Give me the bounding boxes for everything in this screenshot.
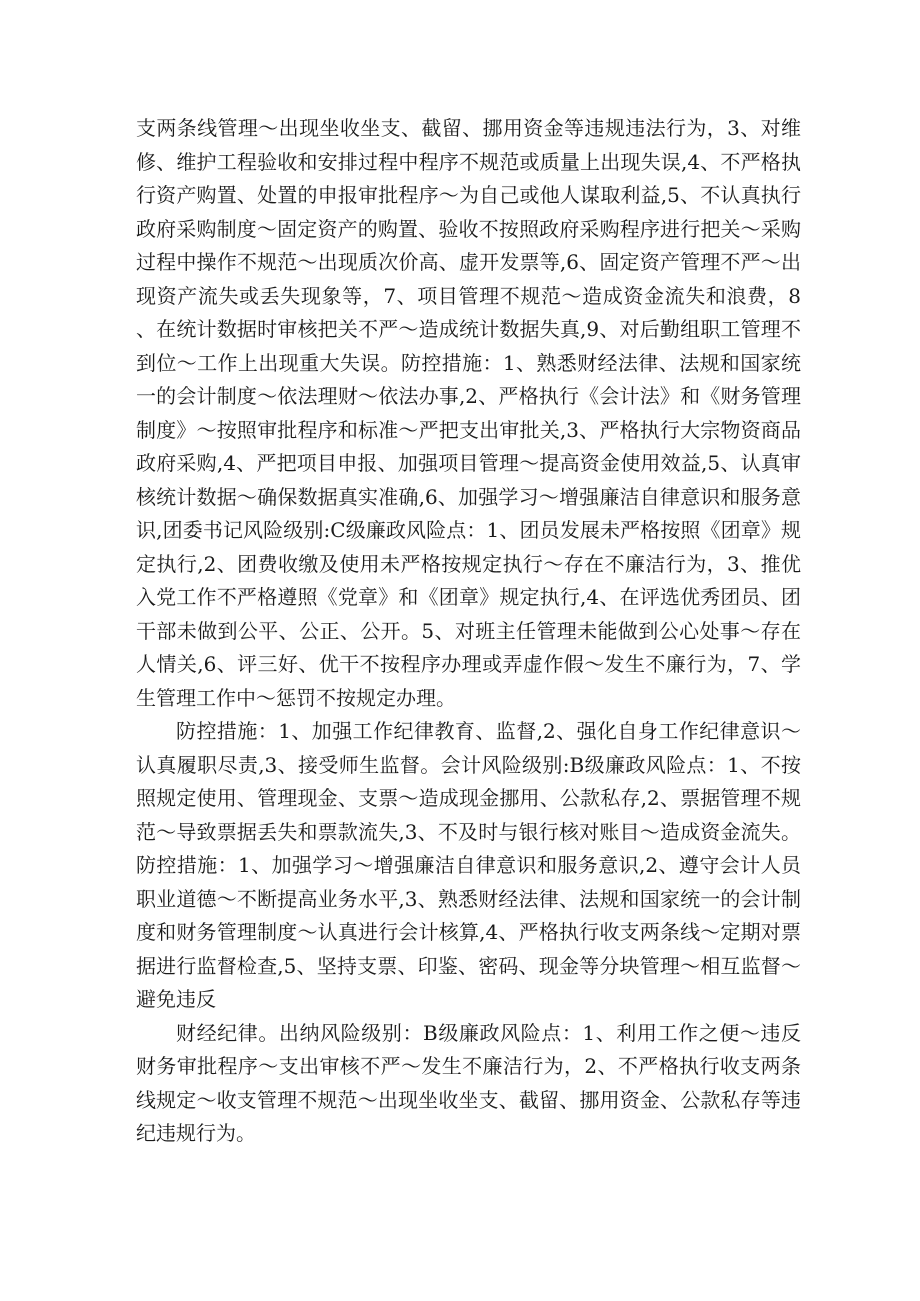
- paragraph-1: 支两条线管理～出现坐收坐支、截留、挪用资金等违规违法行为，3、对维修、维护工程验收和安排过程中程序不规范或质量上出现失误,4、不严格执行资产购置、处置的申报审批程序～为自己或他人谋取利益,5、不认真执行政府采购制度～固定资产的购置、验收不按照政府采购程序进行把关～采购过程中操作不规范～出现质次价高、虚开发票等,6、固定资产管理不严～出现资产流失或丢失现象等，7、项目管理不规范～造成资金流失和浪费，8、在统计数据时审核把关不严～造成统计数据失真,9、对后勤组职工管理不到位～工作上出现重大失误。防控措施：1、熟悉财经法律、法规和国家统一的会计制度～依法理财～依法办事,2、严格执行《会计法》和《财务管理制度》～按照审批程序和标准～严把支出审批关,3、严格执行大宗物资商品政府采购,4、严把项目申报、加强项目管理～提高资金使用效益,5、认真审核统计数据～确保数据真实准确,6、加强学习～增强廉洁自律意识和服务意识,团委书记风险级别:C级廉政风险点：1、团员发展未严格按照《团章》规定执行,2、团费收缴及使用未严格按规定执行～存在不廉洁行为，3、推优入党工作不严格遵照《党章》和《团章》规定执行,4、在评选优秀团员、团干部未做到公平、公正、公开。5、对班主任管理未能做到公心处事～存在人情关,6、评三好、优干不按程序办理或弄虚作假～发生不廉行为，7、学生管理工作中～惩罚不按规定办理。: [136, 116, 801, 710]
- paragraph-2: 防控措施：1、加强工作纪律教育、监督,2、强化自身工作纪律意识～认真履职尽责,3、接受师生监督。会计风险级别:B级廉政风险点：1、不按照规定使用、管理现金、支票～造成现金挪用、公款私存,2、票据管理不规范～导致票据丢失和票款流失,3、不及时与银行核对账目～造成资金流失。防控措施：1、加强学习～增强廉洁自律意识和服务意识,2、遵守会计人员职业道德～不断提高业务水平,3、熟悉财经法律、法规和国家统一的会计制度和财务管理制度～认真进行会计核算,4、严格执行收支两条线～定期对票据进行监督检查,5、坚持支票、印鉴、密码、现金等分块管理～相互监督～避免违反: [136, 719, 801, 1011]
- paragraph-3: 财经纪律。出纳风险级别：B级廉政风险点：1、利用工作之便～违反财务审批程序～支出审核不严～发生不廉洁行为，2、不严格执行收支两条线规定～收支管理不规范～出现坐收坐支、截留、挪用资金、公款私存等违纪违规行为。: [136, 1020, 801, 1145]
- document-body: [136, 112, 801, 1151]
